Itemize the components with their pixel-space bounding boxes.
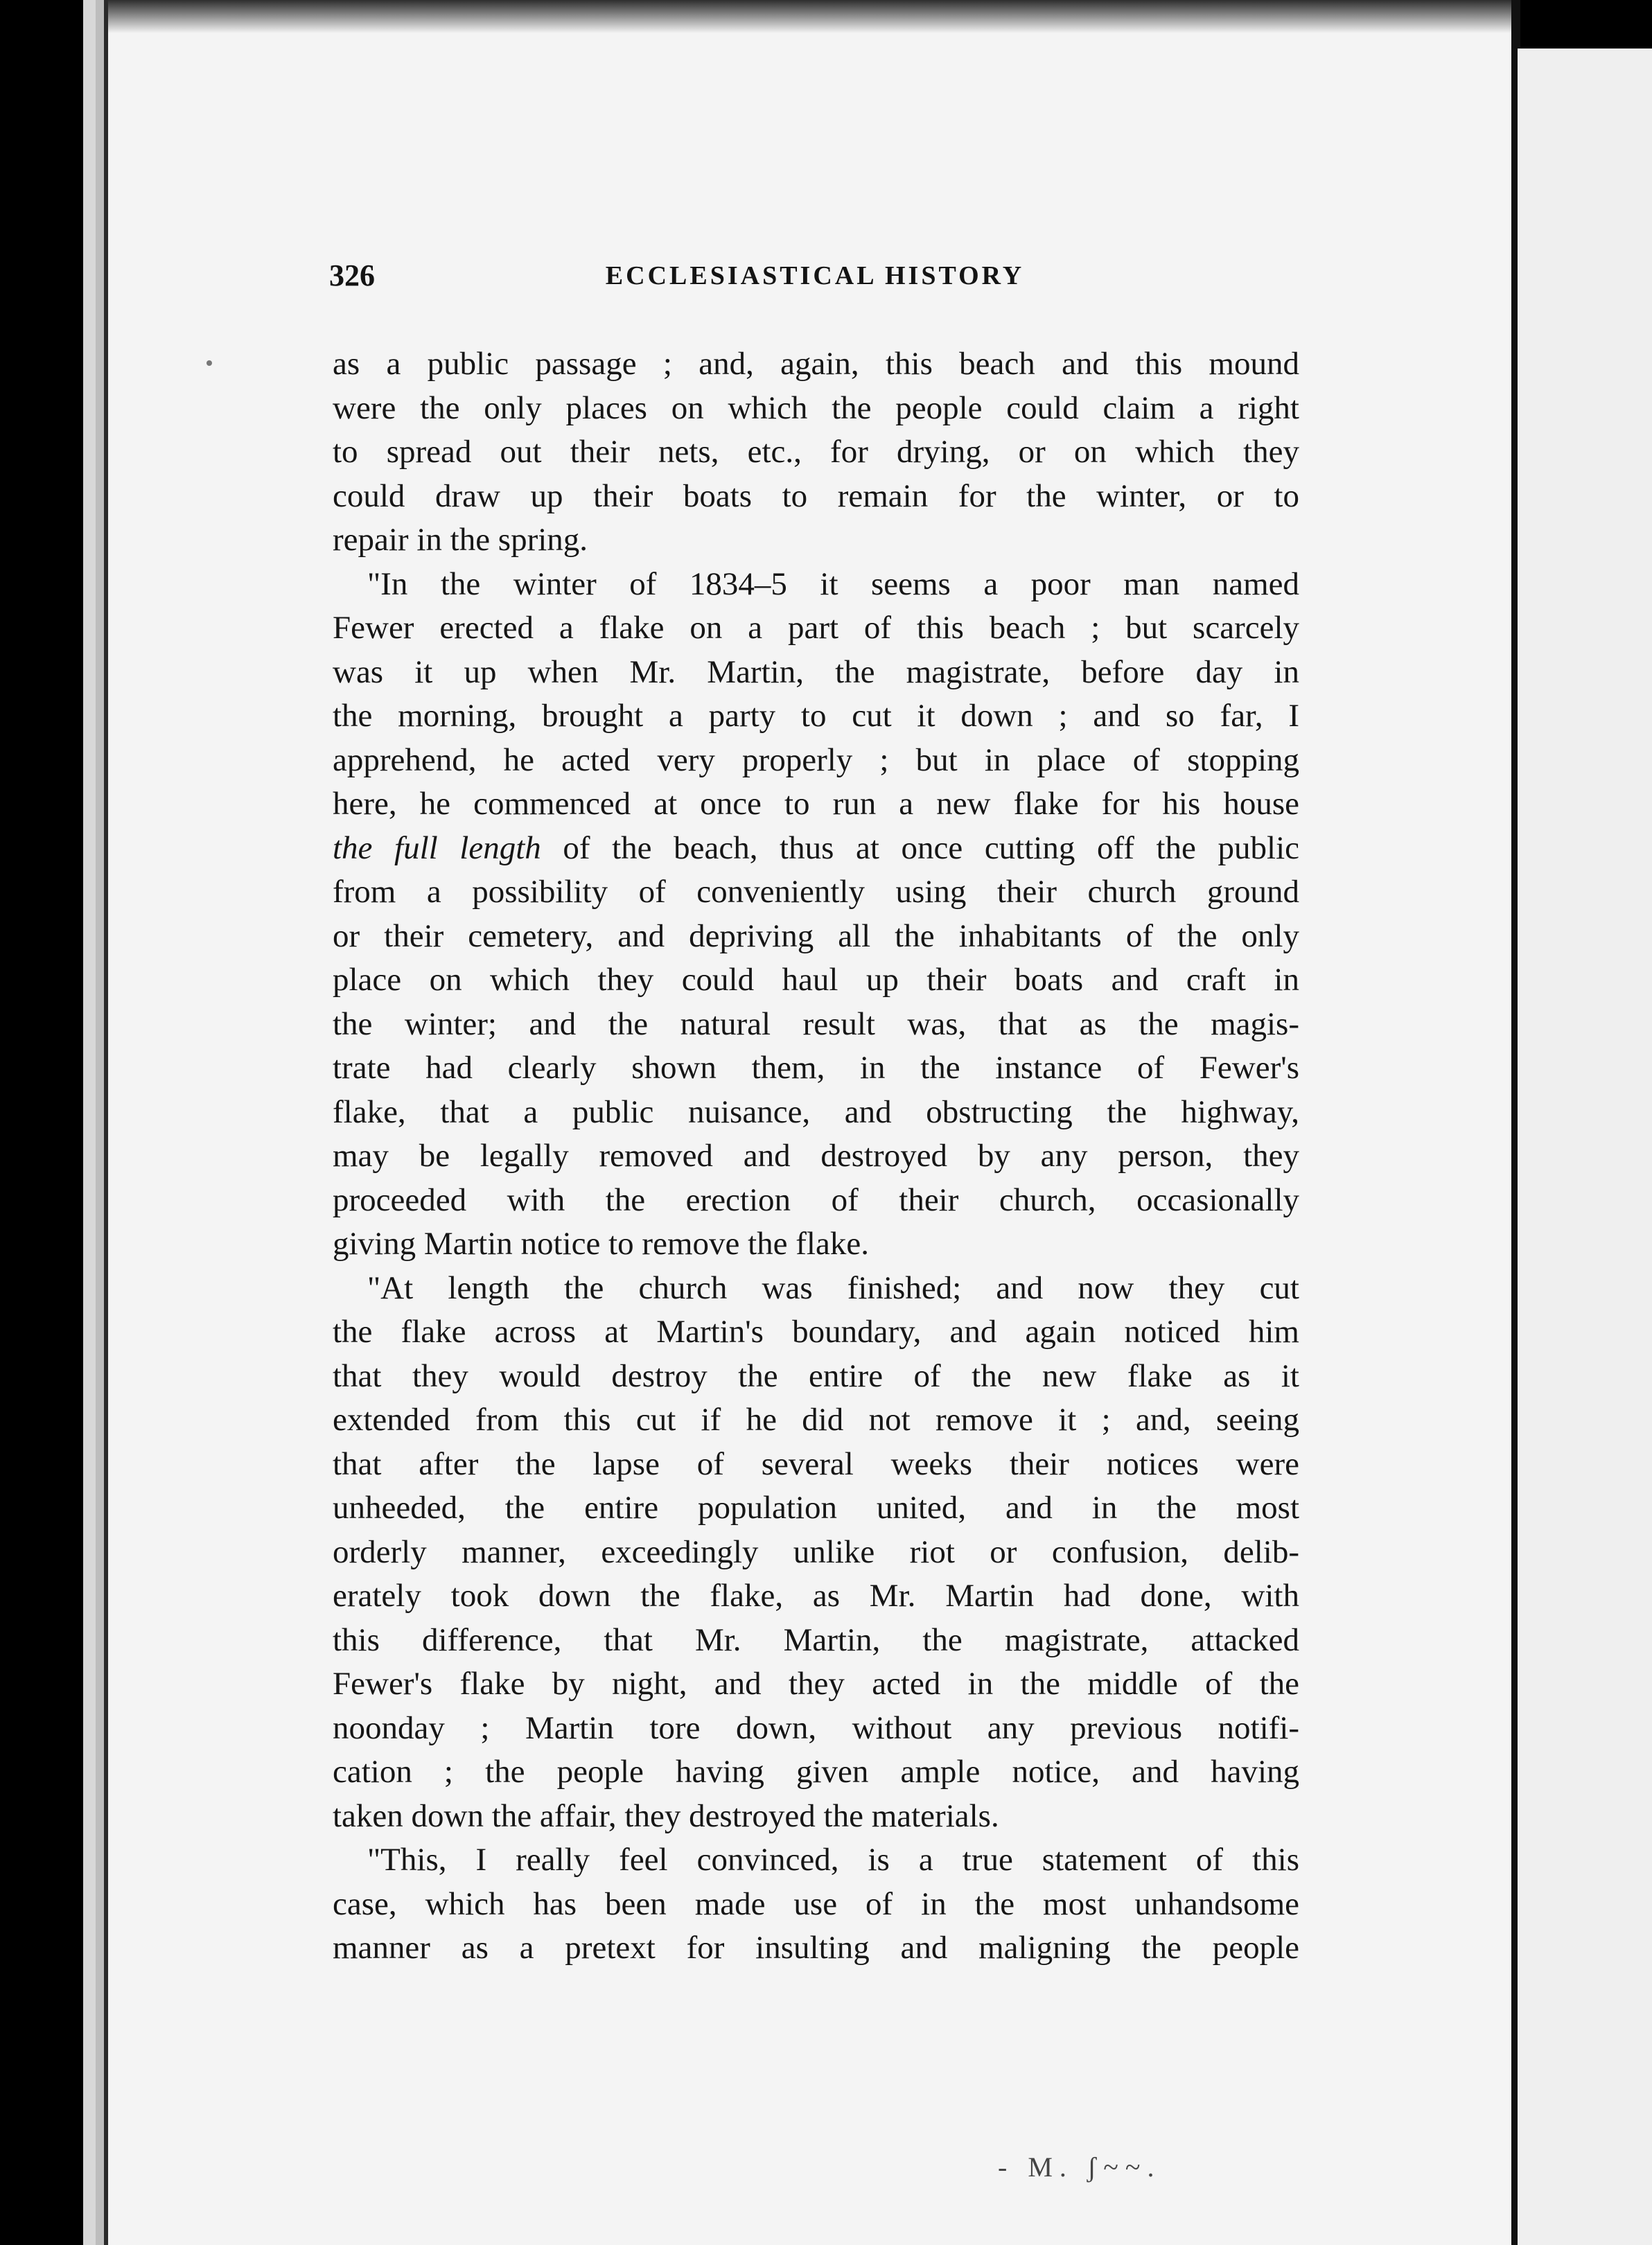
body-text (333, 342, 1299, 1971)
page-number: 326 (329, 258, 375, 292)
text-line: Fewer's flake by night, and they acted in the middle of the (333, 1666, 1299, 1702)
italic-phrase: the full length (333, 829, 541, 866)
text-line: unheeded, the entire population united, and in the most (333, 1490, 1299, 1526)
text-line: the morning, brought a party to cut it down ; and so far, I (333, 698, 1299, 734)
text-line: manner as a pretext for insulting and maligning the people (333, 1930, 1299, 1966)
text-line: the flake across at Martin's boundary, and again noticed him (333, 1314, 1299, 1350)
text-line: here, he commenced at once to run a new flake for his house (333, 786, 1299, 822)
text-line: trate had clearly shown them, in the instance of Fewer's (333, 1050, 1299, 1086)
text-line: Fewer erected a flake on a part of this beach ; but scarcely (333, 610, 1299, 646)
text-line: erately took down the flake, as Mr. Martin had done, with (333, 1578, 1299, 1614)
text-line: noonday ; Martin tore down, without any previous notifi- (333, 1709, 1299, 1746)
text-line: apprehend, he acted very properly ; but in place of stopping (333, 741, 1299, 778)
text-line: may be legally removed and destroyed by any person, they (333, 1138, 1299, 1174)
text-line: to spread out their nets, etc., for drying, or on which they (333, 434, 1299, 470)
text-line: repair in the spring. (333, 522, 588, 558)
text-line: "At length the church was finished; and now they cut (367, 1269, 1299, 1306)
text-line: as a public passage ; and, again, this beach and this mound (333, 346, 1299, 382)
text-line: case, which has been made use of in the most unhandsome (333, 1885, 1299, 1922)
text-line: or their cemetery, and depriving all the inhabitants of the only (333, 917, 1299, 954)
running-title: ECCLESIASTICAL HISTORY (605, 261, 1025, 290)
text-line: that after the lapse of several weeks their notices were (333, 1445, 1299, 1482)
text-line: giving Martin notice to remove the flake. (333, 1226, 869, 1262)
text-line: could draw up their boats to remain for the winter, or to (333, 477, 1299, 514)
text-line: from a possibility of conveniently using their church ground (333, 874, 1299, 910)
text-line: place on which they could haul up their boats and craft in (333, 962, 1299, 998)
text-line: proceeded with the erection of their church, occasionally (333, 1181, 1299, 1218)
text-line: "This, I really feel convinced, is a true statement of this (367, 1842, 1299, 1878)
text-fragment: of the beach, thus at once cutting off the public (541, 829, 1299, 866)
text-line: flake, that a public nuisance, and obstructing the highway, (333, 1093, 1299, 1130)
page-shadow (108, 0, 1511, 33)
facing-page (1518, 49, 1652, 2245)
text-line: orderly manner, exceedingly unlike riot or confusion, delib- (333, 1533, 1299, 1570)
text-line-with-italic (333, 827, 1299, 871)
text-line: extended from this cut if he did not remove it ; and, seeing (333, 1402, 1299, 1438)
text-line: the winter; and the natural result was, that as the magis- (333, 1005, 1299, 1042)
text-line: were the only places on which the people could claim a right (333, 389, 1299, 426)
page-header (329, 258, 1301, 299)
text-line: taken down the affair, they destroyed the materials. (333, 1797, 999, 1834)
text-line: cation ; the people having given ample notice, and having (333, 1754, 1299, 1790)
text-line: was it up when Mr. Martin, the magistrate, before day in (333, 653, 1299, 690)
text-line: "In the winter of 1834–5 it seems a poor man named (367, 565, 1299, 602)
bottom-scan-marks: - M. ʃ~~. (998, 2151, 1161, 2183)
text-line: this difference, that Mr. Martin, the magistrate, attacked (333, 1621, 1299, 1658)
text-line: that they would destroy the entire of the new flake as it (333, 1357, 1299, 1394)
scan-speck (206, 360, 212, 366)
